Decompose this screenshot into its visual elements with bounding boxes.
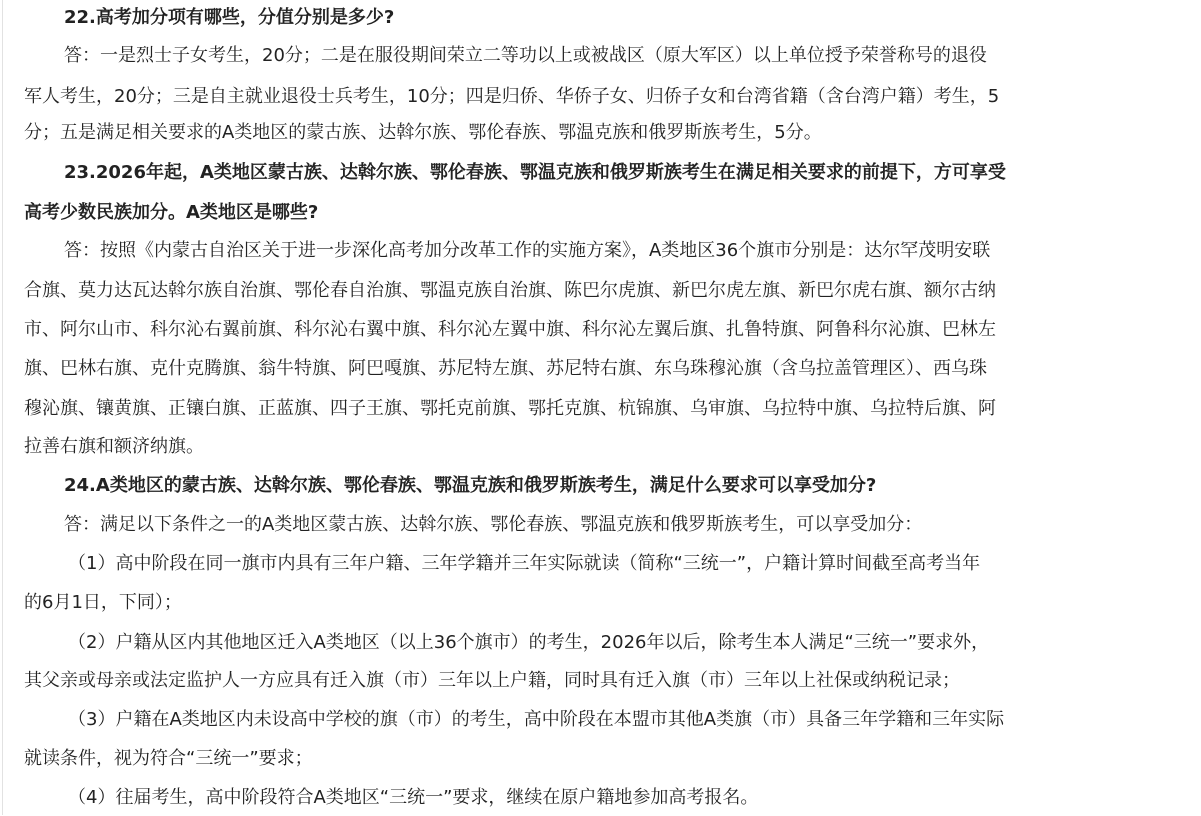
question-23-title-line-2: 高考少数民族加分。A类地区是哪些?	[24, 202, 319, 223]
condition-1-line-2: 的6月1日，下同）；	[24, 592, 182, 613]
question-22-title: 22.高考加分项有哪些，分值分别是多少?	[64, 7, 395, 28]
question-24-answer-intro: 答：满足以下条件之一的A类地区蒙古族、达斡尔族、鄂伦春族、鄂温克族和俄罗斯族考生，可以享受加分：	[64, 514, 923, 535]
question-23-title-line-1: 23.2026年起，A类地区蒙古族、达斡尔族、鄂伦春族、鄂温克族和俄罗斯族考生在满足相关要求的前提下，方可享受	[64, 162, 1006, 183]
question-24-title: 24.A类地区的蒙古族、达斡尔族、鄂伦春族、鄂温克族和俄罗斯族考生，满足什么要求可以享受加分?	[64, 475, 877, 496]
question-22-answer-line-3: 分；五是满足相关要求的A类地区的蒙古族、达斡尔族、鄂伦春族、鄂温克族和俄罗斯族考生，5分。	[24, 122, 822, 143]
condition-3-line-2: 就读条件，视为符合“三统一”要求；	[24, 748, 313, 769]
condition-2-line-1: （2）户籍从区内其他地区迁入A类地区（以上36个旗市）的考生，2026年以后，除考生本人满足“三统一”要求外，	[68, 632, 990, 653]
condition-3-line-1: （3）户籍在A类地区内未设高中学校的旗（市）的考生，高中阶段在本盟市其他A类旗（市）具备三年学籍和三年实际	[68, 709, 1005, 730]
question-23-answer-line-2: 合旗、莫力达瓦达斡尔族自治旗、鄂伦春自治旗、鄂温克族自治旗、陈巴尔虎旗、新巴尔虎左旗、新巴尔虎右旗、额尔古纳	[24, 280, 996, 301]
condition-2-line-2: 其父亲或母亲或法定监护人一方应具有迁入旗（市）三年以上户籍，同时具有迁入旗（市）三年以上社保或纳税记录；	[24, 670, 960, 691]
question-23-answer-line-3: 市、阿尔山市、科尔沁右翼前旗、科尔沁右翼中旗、科尔沁左翼中旗、科尔沁左翼后旗、扎鲁特旗、阿鲁科尔沁旗、巴林左	[24, 319, 996, 340]
question-23-answer-line-6: 拉善右旗和额济纳旗。	[24, 436, 204, 457]
condition-1-line-1: （1）高中阶段在同一旗市内具有三年户籍、三年学籍并三年实际就读（简称“三统一”，户籍计算时间截至高考当年	[68, 553, 981, 574]
condition-4-line-1: （4）往届考生，高中阶段符合A类地区“三统一”要求，继续在原户籍地参加高考报名。	[68, 787, 759, 808]
question-22-answer-line-1: 答：一是烈士子女考生，20分；二是在服役期间荣立二等功以上或被战区（原大军区）以上单位授予荣誉称号的退役	[64, 45, 987, 66]
question-23-answer-line-1: 答：按照《内蒙古自治区关于进一步深化高考加分改革工作的实施方案》，A类地区36个旗市分别是：达尔罕茂明安联	[64, 240, 991, 261]
question-23-answer-line-5: 穆沁旗、镶黄旗、正镶白旗、正蓝旗、四子王旗、鄂托克前旗、鄂托克旗、杭锦旗、乌审旗、乌拉特中旗、乌拉特后旗、阿	[24, 398, 996, 419]
page-left-border	[2, 0, 3, 815]
question-22-answer-line-2: 军人考生，20分；三是自主就业退役士兵考生，10分；四是归侨、华侨子女、归侨子女和台湾省籍（含台湾户籍）考生，5	[24, 86, 1000, 107]
question-23-answer-line-4: 旗、巴林右旗、克什克腾旗、翁牛特旗、阿巴嘎旗、苏尼特左旗、苏尼特右旗、东乌珠穆沁旗（含乌拉盖管理区）、西乌珠	[24, 358, 987, 379]
